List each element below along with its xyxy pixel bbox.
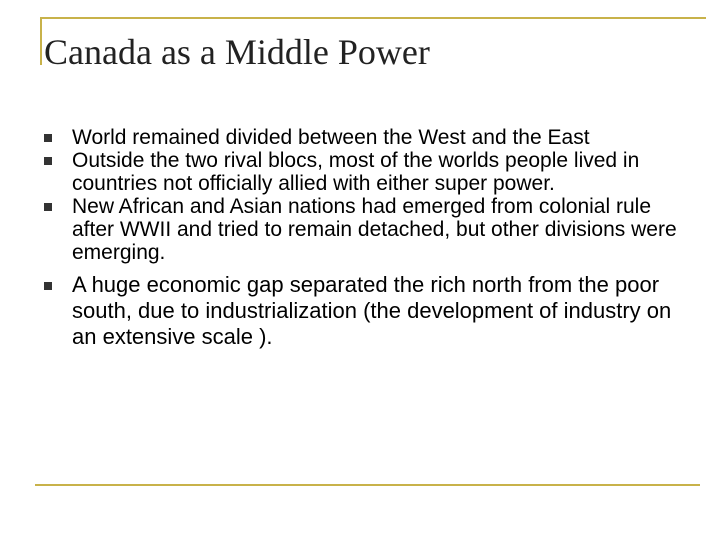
bullet-item	[40, 195, 680, 264]
top-divider-line	[40, 17, 706, 19]
square-bullet-icon	[44, 134, 52, 142]
bottom-divider-line	[35, 484, 700, 486]
slide-title: Canada as a Middle Power	[44, 32, 430, 72]
square-bullet-icon	[44, 203, 52, 211]
bullet-text: New African and Asian nations had emerged from colonial rule after WWII and tried to remain detached, but other divisions were emerging.	[72, 195, 677, 264]
square-bullet-icon	[44, 282, 52, 290]
left-divider-line	[40, 17, 42, 65]
bullet-list	[40, 126, 680, 350]
bullet-text: A huge economic gap separated the rich north from the poor south, due to industrialization (the development of industry on an extensive scale ).	[72, 272, 672, 349]
bullet-item	[40, 126, 680, 149]
bullet-item	[40, 272, 680, 350]
bullet-text: Outside the two rival blocs, most of the worlds people lived in countries not officially allied with either super power.	[72, 149, 640, 195]
bullet-item	[40, 149, 680, 195]
bullet-text: World remained divided between the West and the East	[72, 126, 590, 149]
square-bullet-icon	[44, 157, 52, 165]
